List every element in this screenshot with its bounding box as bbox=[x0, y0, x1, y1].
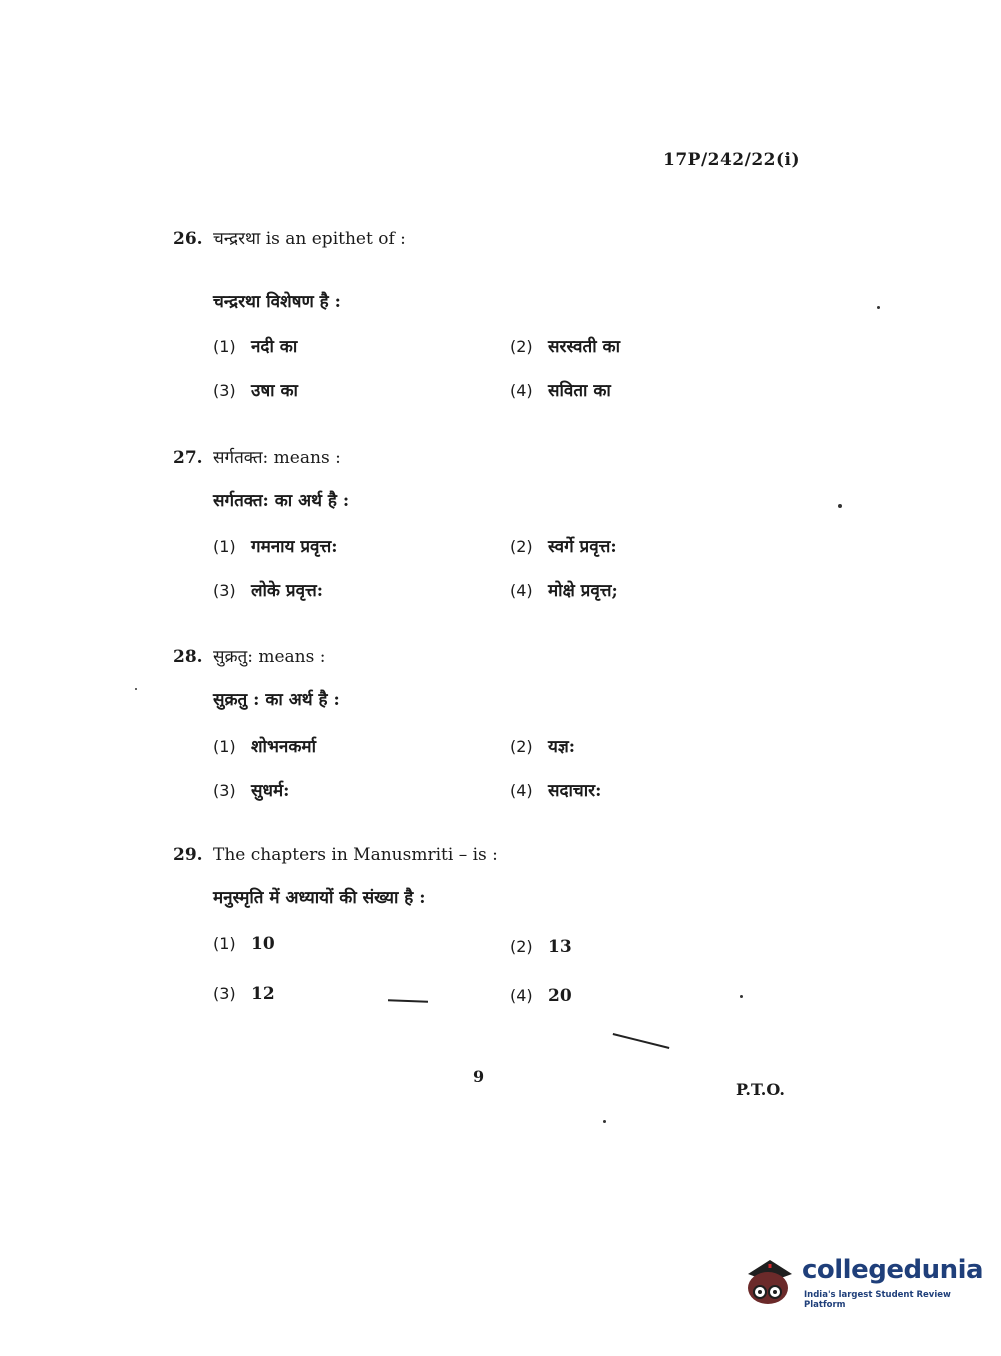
option bbox=[510, 534, 617, 557]
option-text: 12 bbox=[251, 984, 275, 1004]
question-28 bbox=[173, 644, 873, 710]
mascot-icon bbox=[740, 1250, 800, 1310]
option bbox=[213, 778, 289, 801]
option bbox=[510, 378, 611, 401]
option-text: 10 bbox=[251, 934, 275, 954]
pto-label: P.T.O. bbox=[736, 1080, 785, 1099]
question-text: सुक्रतु: means : bbox=[213, 647, 326, 667]
option-text: सुधर्म: bbox=[251, 781, 290, 801]
option-text: शोभनकर्मा bbox=[251, 737, 316, 757]
option bbox=[213, 378, 298, 401]
question-29 bbox=[173, 845, 873, 908]
option-number: (1) bbox=[213, 537, 236, 556]
option bbox=[213, 734, 316, 757]
option-number: (2) bbox=[510, 937, 533, 956]
scan-speck bbox=[740, 995, 743, 998]
option bbox=[510, 937, 572, 957]
question-text-hindi: सर्गतक्त: का अर्थ है : bbox=[213, 491, 350, 511]
option-text: 20 bbox=[548, 986, 572, 1006]
question-number: 27. bbox=[173, 448, 203, 468]
option-text: 13 bbox=[548, 937, 572, 957]
option bbox=[510, 334, 620, 357]
option bbox=[510, 778, 601, 801]
scan-speck bbox=[877, 306, 880, 309]
option bbox=[213, 934, 275, 954]
option-text: सविता का bbox=[548, 381, 611, 401]
option-number: (3) bbox=[213, 781, 236, 800]
option-text: स्वर्गे प्रवृत्त: bbox=[548, 537, 617, 557]
scan-speck bbox=[135, 688, 137, 690]
option-number: (4) bbox=[510, 986, 533, 1005]
question-text: चन्द्ररथा is an epithet of : bbox=[213, 229, 406, 249]
collegedunia-logo bbox=[740, 1250, 984, 1310]
question-text-hindi: मनुस्मृति में अध्यायों की संख्या है : bbox=[213, 888, 426, 908]
question-number: 29. bbox=[173, 845, 203, 865]
option-number: (4) bbox=[510, 581, 533, 600]
question-text: The chapters in Manusmriti – is : bbox=[213, 845, 498, 865]
option-text: सरस्वती का bbox=[548, 337, 620, 357]
scan-mark bbox=[388, 999, 428, 1002]
scan-speck bbox=[603, 1120, 606, 1123]
option bbox=[510, 986, 572, 1006]
option-number: (4) bbox=[510, 381, 533, 400]
option-number: (1) bbox=[213, 934, 236, 953]
scan-speck bbox=[838, 504, 842, 508]
page-code: 17P/242/22(i) bbox=[663, 150, 801, 170]
option bbox=[213, 334, 297, 357]
option-number: (1) bbox=[213, 337, 236, 356]
option-text: नदी का bbox=[251, 337, 298, 357]
option-number: (3) bbox=[213, 984, 236, 1003]
option-number: (2) bbox=[510, 737, 533, 756]
question-number: 26. bbox=[173, 229, 203, 249]
question-text-hindi: सुक्रतु : का अर्थ है : bbox=[213, 690, 340, 710]
question-26 bbox=[173, 226, 873, 312]
page-number: 9 bbox=[473, 1067, 485, 1086]
option bbox=[213, 578, 323, 601]
option bbox=[213, 534, 338, 557]
logo-tagline: India's largest Student Review Platform bbox=[804, 1290, 951, 1310]
option-text: गमनाय प्रवृत्त: bbox=[251, 537, 338, 557]
option-number: (1) bbox=[213, 737, 236, 756]
logo-brand: collegedunia bbox=[802, 1255, 984, 1285]
option-text: मोक्षे प्रवृत्त; bbox=[548, 581, 618, 601]
option bbox=[510, 578, 618, 601]
option-number: (3) bbox=[213, 381, 236, 400]
option-text: यज्ञ: bbox=[548, 737, 576, 757]
option-number: (2) bbox=[510, 537, 533, 556]
option-number: (3) bbox=[213, 581, 236, 600]
option-text: लोके प्रवृत्त: bbox=[251, 581, 324, 601]
scan-mark bbox=[613, 1033, 670, 1049]
question-text: सर्गतक्त: means : bbox=[213, 448, 341, 468]
option-number: (2) bbox=[510, 337, 533, 356]
option-number: (4) bbox=[510, 781, 533, 800]
question-number: 28. bbox=[173, 647, 203, 667]
option-text: सदाचार: bbox=[548, 781, 602, 801]
option bbox=[510, 734, 575, 757]
option-text: उषा का bbox=[251, 381, 298, 401]
question-27 bbox=[173, 445, 873, 511]
question-text-hindi: चन्द्ररथा विशेषण है : bbox=[213, 292, 341, 312]
option bbox=[213, 984, 275, 1004]
